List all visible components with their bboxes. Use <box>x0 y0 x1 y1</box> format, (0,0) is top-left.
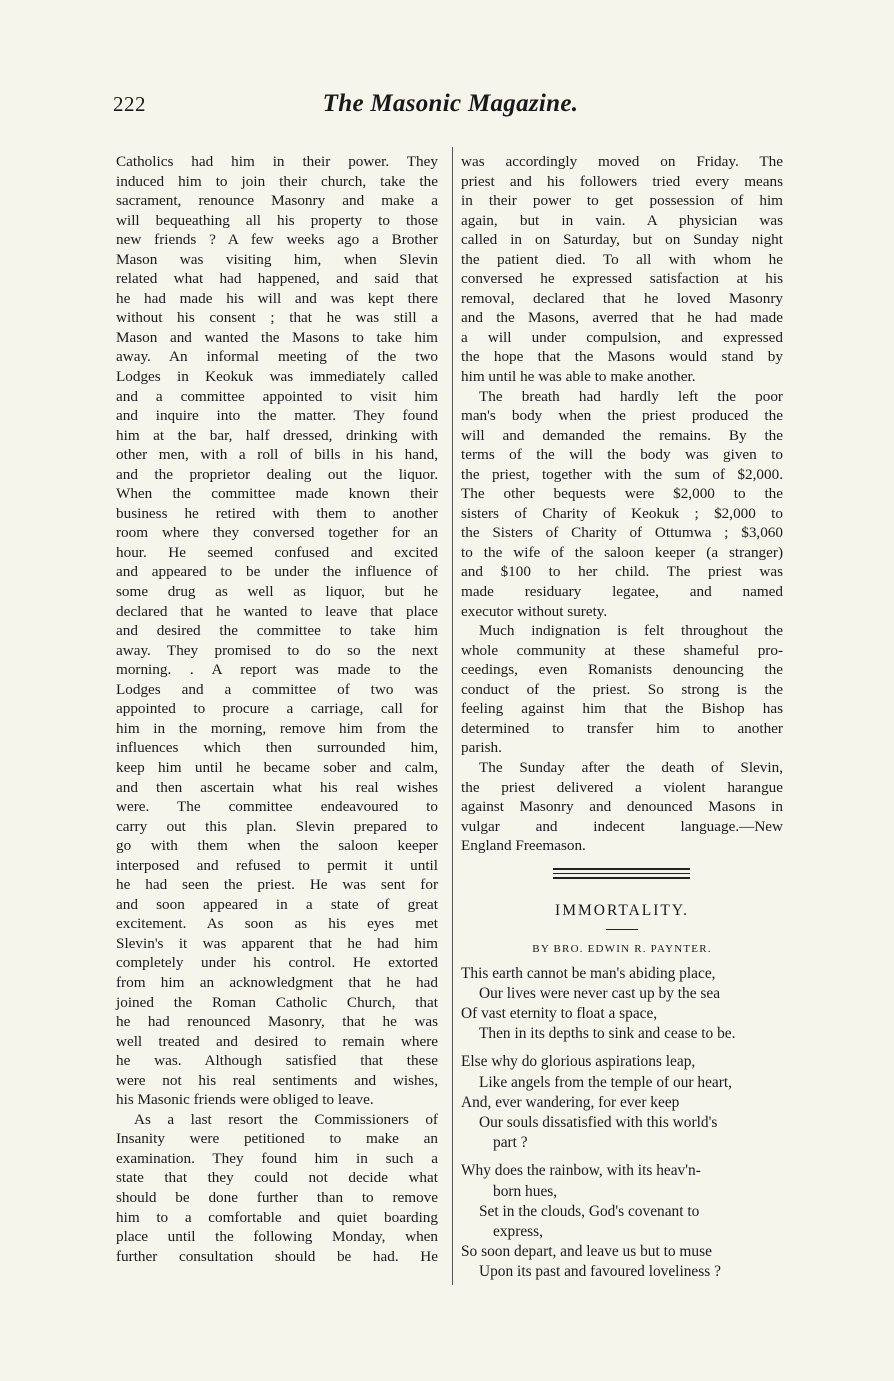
text-line: and inquire into the matter. They found <box>116 407 438 425</box>
text-line: joined the Roman Catholic Church, that <box>116 993 438 1011</box>
text-line: from him an acknowledgment that he had <box>116 973 438 991</box>
text-line: whole community at these shameful pro- <box>461 641 783 659</box>
text-line: without his consent ; that he was still a <box>116 309 438 327</box>
poem-line: This earth cannot be man's abiding place, <box>461 964 716 982</box>
text-line: made residuary legatee, and named <box>461 583 783 601</box>
text-line: away. An informal meeting of the two <box>116 348 438 366</box>
text-line: the Sisters of Charity of Ottumwa ; $3,060 <box>461 524 783 542</box>
text-line: interposed and refused to permit it until <box>116 856 438 874</box>
text-line: was accordingly moved on Friday. The <box>461 153 783 170</box>
text-line: examination. They found him in such a <box>116 1149 438 1167</box>
text-line: him in the morning, remove him from the <box>116 719 438 737</box>
text-line: place until the following Monday, when <box>116 1228 438 1246</box>
text-line: a will under compulsion, and expressed <box>461 328 783 346</box>
text-line: removal, declared that he loved Masonry <box>461 289 783 307</box>
text-line: will bequeathing all his property to those <box>116 211 438 229</box>
text-line: new friends ? A few weeks ago a Brother <box>116 231 438 249</box>
text-line: business he retired with them to another <box>116 504 438 522</box>
text-line: and $100 to her child. The priest was <box>461 563 783 581</box>
text-line: Lodges and a committee of two was <box>116 680 438 698</box>
text-line: hour. He seemed confused and excited <box>116 543 438 561</box>
poem-line: Like angels from the temple of our heart, <box>479 1073 732 1091</box>
text-line: the hope that the Masons would stand by <box>461 348 783 366</box>
text-line: The breath had hardly left the poor <box>479 387 783 405</box>
poem-body <box>461 964 783 1283</box>
text-line: he had seen the priest. He was sent for <box>116 876 438 894</box>
text-line: were. The committee endeavoured to <box>116 798 438 816</box>
poem-line: Why does the rainbow, with its heav'n- <box>461 1162 701 1180</box>
text-line: further consultation should be had. He <box>116 1247 438 1265</box>
text-line: executor without surety. <box>461 602 608 620</box>
column-divider <box>452 147 453 1285</box>
text-line: sisters of Charity of Keokuk ; $2,000 to <box>461 504 783 522</box>
title-rule <box>606 929 638 930</box>
poem-line: Our lives were never cast up by the sea <box>479 984 721 1002</box>
poem-line: Then in its depths to sink and cease to be. <box>479 1025 736 1043</box>
left-column <box>116 152 438 1266</box>
text-line: declared that he wanted to leave that place <box>116 602 438 620</box>
poem-line: And, ever wandering, for ever keep <box>461 1093 680 1111</box>
text-line: Mason and wanted the Masons to take him <box>116 328 438 346</box>
text-line: his Masonic friends were obliged to leave. <box>116 1091 374 1109</box>
text-line: terms of the will the body was given to <box>461 446 783 464</box>
text-line: conduct of the priest. So strong is the <box>461 680 783 698</box>
text-line: England Freemason. <box>461 837 586 855</box>
text-line: keep him until he became sober and calm, <box>116 758 438 776</box>
text-line: and a committee appointed to visit him <box>116 387 438 405</box>
page-number: 222 <box>113 92 146 116</box>
text-line: and appeared to be under the influence of <box>116 563 438 581</box>
text-line: determined to transfer him to another <box>461 719 783 737</box>
text-line: The other bequests were $2,000 to the <box>461 485 783 503</box>
poem-line: express, <box>493 1222 544 1240</box>
text-line: ceedings, even Romanists denouncing the <box>461 661 783 679</box>
text-line: and desired the committee to take him <box>116 622 438 640</box>
text-line: should be done further than to remove <box>116 1188 438 1206</box>
text-line: excitement. As soon as his eyes met <box>116 915 438 933</box>
text-line: he had made his will and was kept there <box>116 289 438 307</box>
text-line: room where they conversed together for an <box>116 524 438 542</box>
text-line: Lodges in Keokuk was immediately called <box>116 368 438 386</box>
poem-line: Upon its past and favoured loveliness ? <box>479 1263 721 1281</box>
text-line: well treated and desired to remain where <box>116 1032 438 1050</box>
text-line: parish. <box>461 739 502 757</box>
text-line: Catholics had him in their power. They <box>116 153 438 170</box>
text-line: sacrament, renounce Masonry and make a <box>116 192 438 210</box>
text-line: priest and his followers tried every means <box>461 172 783 190</box>
text-line: were not his real sentiments and wishes, <box>116 1071 438 1089</box>
text-line: him to a comfortable and quiet boarding <box>116 1208 438 1226</box>
text-line: and then ascertain what his real wishes <box>116 778 438 796</box>
right-column <box>461 152 783 1283</box>
section-ornament-rule <box>461 859 783 889</box>
text-line: state that they could not decide what <box>116 1169 438 1187</box>
text-line: and soon appeared in a state of great <box>116 895 438 913</box>
text-line: Mason was visiting him, when Slevin <box>116 250 438 268</box>
text-line: him until he was able to make another. <box>461 368 696 386</box>
text-line: vulgar and indecent language.—New <box>461 817 783 835</box>
text-line: induced him to join their church, take the <box>116 172 438 190</box>
text-line: Insanity were petitioned to make an <box>116 1130 438 1148</box>
text-line: and the proprietor dealing out the liquor. <box>116 465 438 483</box>
text-line: the patient died. To all with whom he <box>461 250 783 268</box>
text-line: Much indignation is felt throughout the <box>479 622 783 640</box>
text-line: man's body when the priest produced the <box>461 407 783 425</box>
text-line: The Sunday after the death of Slevin, <box>479 758 783 776</box>
text-line: go with them when the saloon keeper <box>116 837 438 855</box>
text-line: again, but in vain. A physician was <box>461 211 783 229</box>
text-line: When the committee made known their <box>116 485 438 503</box>
text-line: the priest delivered a violent harangue <box>461 778 783 796</box>
poem-title: IMMORTALITY. <box>555 901 689 919</box>
text-line: called in on Saturday, but on Sunday night <box>461 231 783 249</box>
text-line: feeling against him that the Bishop has <box>461 700 783 718</box>
text-line: he had renounced Masonry, that he was <box>116 1013 438 1031</box>
poem-line: part ? <box>493 1134 528 1152</box>
poem-line: born hues, <box>493 1182 558 1200</box>
text-line: he was. Although satisfied that these <box>116 1052 438 1070</box>
text-line: the priest, together with the sum of $2,000. <box>461 465 783 483</box>
text-line: carry out this plan. Slevin prepared to <box>116 817 438 835</box>
text-line: in their power to get possession of him <box>461 192 783 210</box>
poem-line: Set in the clouds, God's covenant to <box>479 1202 700 1220</box>
poem-line: Our souls dissatisfied with this world's <box>479 1114 718 1131</box>
text-line: appointed to procure a carriage, call for <box>116 700 438 718</box>
poem-line: So soon depart, and leave us but to muse <box>461 1243 712 1261</box>
text-line: related what had happened, and said that <box>116 270 438 288</box>
text-line: and the Masons, averred that he had made <box>461 309 783 327</box>
text-line: away. They promised to do so the next <box>116 641 438 659</box>
text-line: As a last resort the Commissioners of <box>134 1110 438 1128</box>
text-line: him at the bar, half dressed, drinking with <box>116 426 438 444</box>
text-line: other men, with a roll of bills in his hand, <box>116 446 438 464</box>
text-line: some drug as well as liquor, but he <box>116 583 438 601</box>
text-line: influences which then surrounded him, <box>116 739 438 757</box>
text-line: conversed he expressed satisfaction at his <box>461 270 783 288</box>
page-header <box>113 92 788 122</box>
text-line: Slevin's it was apparent that he had him <box>116 934 438 952</box>
text-line: morning. . A report was made to the <box>116 661 438 679</box>
text-line: will and demanded the remains. By the <box>461 426 783 444</box>
poem-byline: BY BRO. EDWIN R. PAYNTER. <box>532 942 712 955</box>
text-line: to the wife of the saloon keeper (a stranger) <box>461 543 783 561</box>
text-line: against Masonry and denounced Masons in <box>461 798 783 816</box>
running-title: The Masonic Magazine. <box>322 90 579 117</box>
text-line: completely under his control. He extorted <box>116 954 438 972</box>
poem-line: Else why do glorious aspirations leap, <box>461 1053 696 1071</box>
poem-line: Of vast eternity to float a space, <box>461 1005 658 1023</box>
